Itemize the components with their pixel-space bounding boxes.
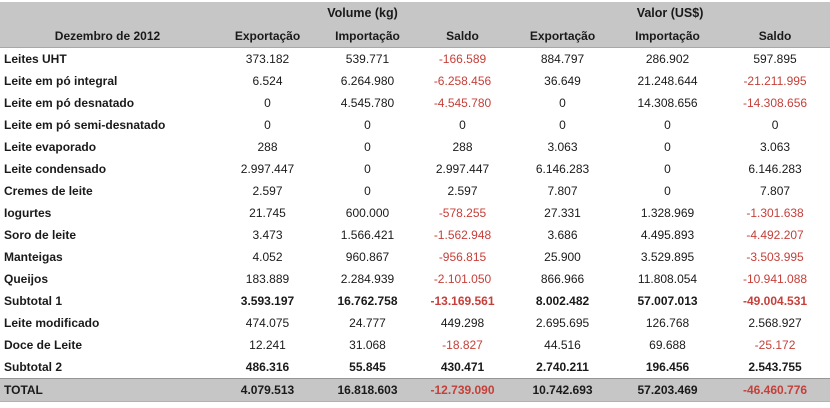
cell-value: 0 xyxy=(771,118,779,132)
cell-value: 2.543.755 xyxy=(748,360,802,374)
cell-value: 3.063 xyxy=(547,140,578,154)
row-label: Doce de Leite xyxy=(4,338,83,352)
cell-value: 884.797 xyxy=(540,52,585,66)
cell-value: -166.589 xyxy=(438,52,487,66)
cell-value: 57.203.469 xyxy=(615,379,720,402)
row-label: Leites UHT xyxy=(4,52,67,66)
cell-value: 21.248.644 xyxy=(637,74,698,88)
cell-value: 27.331 xyxy=(544,206,581,220)
row-label: Leite em pó desnatado xyxy=(4,96,135,110)
row-label: Soro de leite xyxy=(4,228,77,242)
volume-group-header: Volume (kg) xyxy=(215,2,510,24)
column-header-row xyxy=(0,24,830,48)
cell-value: 1.566.421 xyxy=(340,228,395,242)
cell-value: -3.503.995 xyxy=(746,250,804,264)
cell-value: 69.688 xyxy=(649,338,686,352)
row-label: Leite condensado xyxy=(4,162,107,176)
table-row xyxy=(0,136,830,158)
cell-value: 2.695.695 xyxy=(535,316,590,330)
cell-value: 2.997.447 xyxy=(435,162,490,176)
cell-value: 6.146.283 xyxy=(748,162,802,176)
cell-value: 14.308.656 xyxy=(637,96,698,110)
dairy-trade-table xyxy=(0,2,830,402)
row-label: Leite evaporado xyxy=(4,140,97,154)
cell-value: -4.545.780 xyxy=(433,96,492,110)
cell-value: 4.545.780 xyxy=(340,96,395,110)
cell-value: -12.739.090 xyxy=(415,379,510,402)
cell-value: 2.740.211 xyxy=(536,360,589,374)
row-label: Leite em pó semi-desnatado xyxy=(4,118,166,132)
col-header-valor-saldo: Saldo xyxy=(720,24,830,48)
cell-value: 4.495.893 xyxy=(640,228,695,242)
cell-value: 1.328.969 xyxy=(640,206,695,220)
cell-value: 36.649 xyxy=(544,74,581,88)
table-row xyxy=(0,268,830,290)
table-row xyxy=(0,379,830,402)
cell-value: -25.172 xyxy=(754,338,796,352)
table-row xyxy=(0,202,830,224)
cell-value: 2.568.927 xyxy=(748,316,802,330)
cell-value: -956.815 xyxy=(438,250,487,264)
cell-value: 0 xyxy=(664,140,671,154)
row-label: Subtotal 2 xyxy=(4,360,63,374)
table-row xyxy=(0,224,830,246)
cell-value: 0 xyxy=(264,96,271,110)
cell-value: 539.771 xyxy=(345,52,390,66)
cell-value: 57.007.013 xyxy=(637,294,698,308)
cell-value: 600.000 xyxy=(345,206,390,220)
row-label: Leite modificado xyxy=(4,316,100,330)
cell-value: 597.895 xyxy=(753,52,797,66)
cell-value: 6.524 xyxy=(252,74,283,88)
cell-value: 0 xyxy=(559,118,566,132)
cell-value: 0 xyxy=(264,118,271,132)
cell-value: 16.818.603 xyxy=(320,379,415,402)
cell-value: 196.456 xyxy=(645,360,690,374)
valor-group-header: Valor (US$) xyxy=(510,2,830,24)
cell-value: 2.597 xyxy=(252,184,283,198)
row-label: Manteigas xyxy=(4,250,63,264)
cell-value: 3.686 xyxy=(547,228,578,242)
cell-value: 7.807 xyxy=(760,184,791,198)
table-row xyxy=(0,290,830,312)
table-row xyxy=(0,312,830,334)
cell-value: -21.211.995 xyxy=(743,74,807,88)
cell-value: 25.900 xyxy=(544,250,581,264)
cell-value: 0 xyxy=(364,162,371,176)
cell-value: -6.258.456 xyxy=(433,74,492,88)
cell-value: 10.742.693 xyxy=(510,379,615,402)
table-row xyxy=(0,158,830,180)
cell-value: -18.827 xyxy=(442,338,483,352)
cell-value: 288 xyxy=(452,140,473,154)
corner-cell xyxy=(0,2,215,24)
row-label: Leite em pó integral xyxy=(4,74,118,88)
cell-value: 12.241 xyxy=(249,338,286,352)
row-label: Subtotal 1 xyxy=(4,294,63,308)
cell-value: 0 xyxy=(364,118,371,132)
cell-value: 0 xyxy=(364,184,371,198)
cell-value: 3.529.895 xyxy=(640,250,695,264)
row-label: TOTAL xyxy=(0,379,215,402)
table-row xyxy=(0,334,830,356)
row-label: Queijos xyxy=(4,272,49,286)
cell-value: 373.182 xyxy=(245,52,290,66)
cell-value: 3.473 xyxy=(252,228,283,242)
cell-value: -49.004.531 xyxy=(743,294,808,308)
cell-value: 21.745 xyxy=(249,206,286,220)
cell-value: 288 xyxy=(257,140,278,154)
cell-value: -13.169.561 xyxy=(430,294,495,308)
cell-value: 866.966 xyxy=(540,272,585,286)
table-row xyxy=(0,114,830,136)
group-header-row xyxy=(0,2,830,24)
cell-value: 183.889 xyxy=(245,272,290,286)
col-header-volume-exportacao: Exportação xyxy=(215,24,320,48)
table-row xyxy=(0,246,830,268)
cell-value: -1.301.638 xyxy=(746,206,804,220)
cell-value: 0 xyxy=(664,162,671,176)
table-row xyxy=(0,92,830,114)
row-label: Iogurtes xyxy=(4,206,52,220)
cell-value: 0 xyxy=(559,96,566,110)
cell-value: 449.298 xyxy=(440,316,485,330)
cell-value: 286.902 xyxy=(645,52,690,66)
cell-value: -2.101.050 xyxy=(433,272,492,286)
cell-value: -578.255 xyxy=(438,206,487,220)
cell-value: 3.063 xyxy=(760,140,791,154)
cell-value: 474.075 xyxy=(245,316,290,330)
cell-value: 44.516 xyxy=(544,338,581,352)
cell-value: -14.308.656 xyxy=(743,96,808,110)
table-header xyxy=(0,2,830,48)
cell-value: 2.997.447 xyxy=(240,162,295,176)
cell-value: 0 xyxy=(364,140,371,154)
cell-value: 6.264.980 xyxy=(340,74,395,88)
cell-value: -1.562.948 xyxy=(433,228,492,242)
cell-value: 2.284.939 xyxy=(340,272,395,286)
period-header: Dezembro de 2012 xyxy=(0,24,215,48)
cell-value: 24.777 xyxy=(349,316,386,330)
cell-value: 31.068 xyxy=(349,338,386,352)
table-body xyxy=(0,48,830,402)
col-header-volume-importacao: Importação xyxy=(320,24,415,48)
table-row xyxy=(0,48,830,71)
row-label: Cremes de leite xyxy=(4,184,93,198)
cell-value: 430.471 xyxy=(440,360,485,374)
col-header-valor-exportacao: Exportação xyxy=(510,24,615,48)
cell-value: -46.460.776 xyxy=(720,379,830,402)
col-header-valor-importacao: Importação xyxy=(615,24,720,48)
cell-value: 4.052 xyxy=(252,250,283,264)
cell-value: 486.316 xyxy=(245,360,290,374)
cell-value: 16.762.758 xyxy=(337,294,398,308)
cell-value: 3.593.197 xyxy=(240,294,295,308)
cell-value: 960.867 xyxy=(345,250,390,264)
table-row xyxy=(0,356,830,379)
cell-value: 126.768 xyxy=(645,316,690,330)
cell-value: 2.597 xyxy=(447,184,478,198)
cell-value: 0 xyxy=(664,118,671,132)
cell-value: 7.807 xyxy=(547,184,578,198)
cell-value: 4.079.513 xyxy=(215,379,320,402)
cell-value: 0 xyxy=(459,118,466,132)
cell-value: 0 xyxy=(664,184,671,198)
col-header-volume-saldo: Saldo xyxy=(415,24,510,48)
cell-value: 8.002.482 xyxy=(535,294,590,308)
table-row xyxy=(0,180,830,202)
cell-value: 11.808.054 xyxy=(637,272,698,286)
cell-value: -4.492.207 xyxy=(746,228,804,242)
cell-value: 55.845 xyxy=(349,360,386,374)
cell-value: 6.146.283 xyxy=(535,162,590,176)
table-row xyxy=(0,70,830,92)
cell-value: -10.941.088 xyxy=(743,272,808,286)
